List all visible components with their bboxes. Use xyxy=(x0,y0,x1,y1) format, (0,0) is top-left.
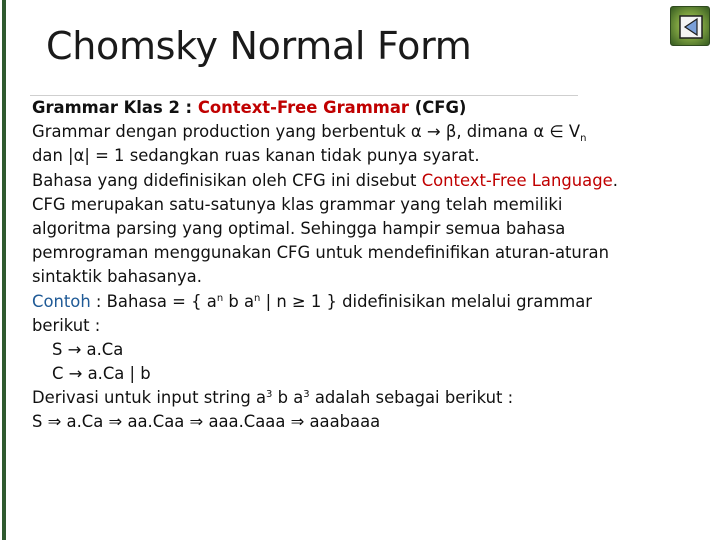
example-line: Contoh : Bahasa = { $a^n$ b $a^n$ | n ≥ 1 } didefinisikan melalui grammar xyxy=(32,291,593,311)
cfg-description-line: algoritma parsing yang optimal. Sehingga hampir semua bahasa xyxy=(32,218,566,238)
cfg-highlight: Context-Free Grammar xyxy=(197,98,410,117)
grammar-rule-s: S → a.Ca xyxy=(52,339,124,359)
derivation-intro: Derivasi untuk input string $a^3$ b $a^3$ adalah sebagai berikut : xyxy=(32,388,514,408)
nav-back-button[interactable] xyxy=(670,6,710,46)
grammar-heading: Grammar Klas 2 : Context-Free Grammar (CFG) xyxy=(32,98,467,117)
cfl-highlight: Context-Free Language xyxy=(421,170,613,190)
cfg-description-line: CFG merupakan satu-satunya klas grammar yang telah memiliki xyxy=(32,194,563,214)
example-continuation: berikut : xyxy=(32,315,101,335)
cfg-description-line: sintaktik bahasanya. xyxy=(32,267,202,287)
cfl-definition-line: Bahasa yang didefinisikan oleh CFG ini disebut Context-Free Language. xyxy=(32,170,618,190)
grammar-rule-c: C → a.Ca | b xyxy=(52,364,151,384)
slide-body xyxy=(32,96,702,435)
example-label: Contoh xyxy=(32,291,91,311)
back-arrow-icon xyxy=(679,15,703,39)
production-definition-line: Grammar dengan production yang berbentuk α → β, dimana α ∈ $V_n$ xyxy=(32,122,587,145)
production-condition-line: dan |α| = 1 sedangkan ruas kanan tidak punya syarat. xyxy=(32,146,480,166)
derivation-steps: S ⇒ a.Ca ⇒ aa.Caa ⇒ aaa.Caaa ⇒ aaabaaa xyxy=(32,412,381,432)
left-border-rule xyxy=(2,0,6,540)
cfg-description-line: pemrograman menggunakan CFG untuk mendefinifikan aturan-aturan xyxy=(32,243,609,263)
page-title: Chomsky Normal Form xyxy=(46,24,472,68)
